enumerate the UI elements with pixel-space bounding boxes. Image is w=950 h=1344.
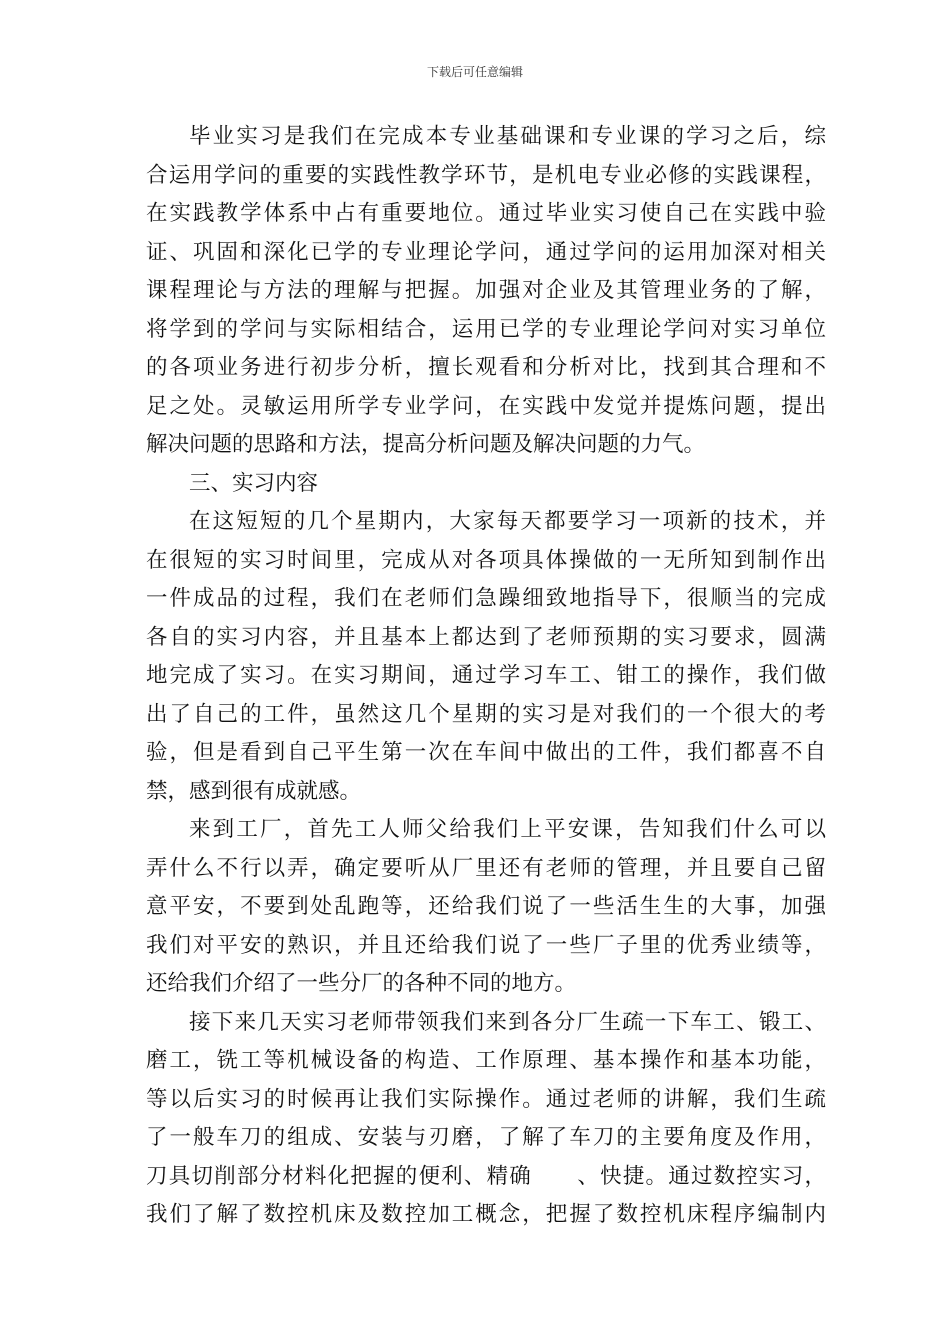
text-line: 我们对平安的熟识，并且还给我们说了一些厂子里的优秀业绩等，: [146, 932, 826, 958]
text-line: 弄什么不行以弄，确定要听从厂里还有老师的管理，并且要自己留: [146, 855, 826, 881]
text-line: 毕业实习是我们在完成本专业基础课和专业课的学习之后，综: [189, 124, 826, 149]
text-line: 禁，感到很有成就感。: [146, 778, 362, 804]
text-line: 来到工厂，首先工人师父给我们上平安课，告知我们什么可以: [189, 817, 826, 842]
text-line: 在很短的实习时间里，完成从对各项具体操做的一无所知到制作出: [146, 547, 826, 573]
text-line: 的各项业务进行初步分析，擅长观看和分析对比，找到其合理和不: [146, 355, 826, 380]
text-line: 三、实习内容: [189, 470, 319, 496]
text-line: 课程理论与方法的理解与把握。加强对企业及其管理业务的了解，: [146, 278, 826, 303]
text-line: 验，但是看到自己平生第一次在车间中做出的工件，我们都喜不自: [146, 740, 826, 765]
body-text: [146, 118, 826, 1235]
text-line: 各自的实习内容，并且基本上都达到了老师预期的实习要求，圆满: [146, 624, 826, 650]
text-line: 足之处。灵敏运用所学专业学问，在实践中发觉并提炼问题，提出: [146, 393, 826, 419]
text-line: 刀具切削部分材料化把握的便利、精确 、快捷。通过数控实习，: [146, 1163, 826, 1189]
text-line: 合运用学问的重要的实践性教学环节，是机电专业必修的实践课程，: [146, 162, 826, 188]
text-line: 了一般车刀的组成、安装与刃磨，了解了车刀的主要角度及作用，: [146, 1125, 826, 1150]
text-line: 将学到的学问与实际相结合，运用已学的专业理论学问对实习单位: [146, 316, 826, 342]
text-line: 一件成品的过程，我们在老师们急躁细致地指导下，很顺当的完成: [146, 586, 826, 611]
text-line: 磨工，铣工等机械设备的构造、工作原理、基本操作和基本功能，: [146, 1048, 826, 1073]
text-line: 解决问题的思路和方法，提高分析问题及解决问题的力气。: [146, 432, 706, 457]
text-line: 等以后实习的时候再让我们实际操作。通过老师的讲解，我们生疏: [146, 1086, 826, 1112]
text-line: 证、巩固和深化已学的专业理论学问，通过学问的运用加深对相关: [146, 239, 826, 265]
text-line: 接下来几天实习老师带领我们来到各分厂生疏一下车工、锻工、: [189, 1009, 826, 1035]
page-header: 下载后可任意编辑: [426, 65, 523, 79]
text-line: 在实践教学体系中占有重要地位。通过毕业实习使自己在实践中验: [146, 201, 826, 226]
text-line: 地完成了实习。在实习期间，通过学习车工、钳工的操作，我们做: [146, 663, 826, 688]
text-line: 出了自己的工件，虽然这几个星期的实习是对我们的一个很大的考: [146, 701, 826, 727]
text-line: 还给我们介绍了一些分厂的各种不同的地方。: [146, 971, 577, 996]
text-line: 意平安，不要到处乱跑等，还给我们说了一些活生生的大事，加强: [146, 894, 826, 919]
text-line: 我们了解了数控机床及数控加工概念，把握了数控机床程序编制内: [146, 1202, 826, 1227]
text-line: 在这短短的几个星期内，大家每天都要学习一项新的技术，并: [189, 509, 826, 534]
